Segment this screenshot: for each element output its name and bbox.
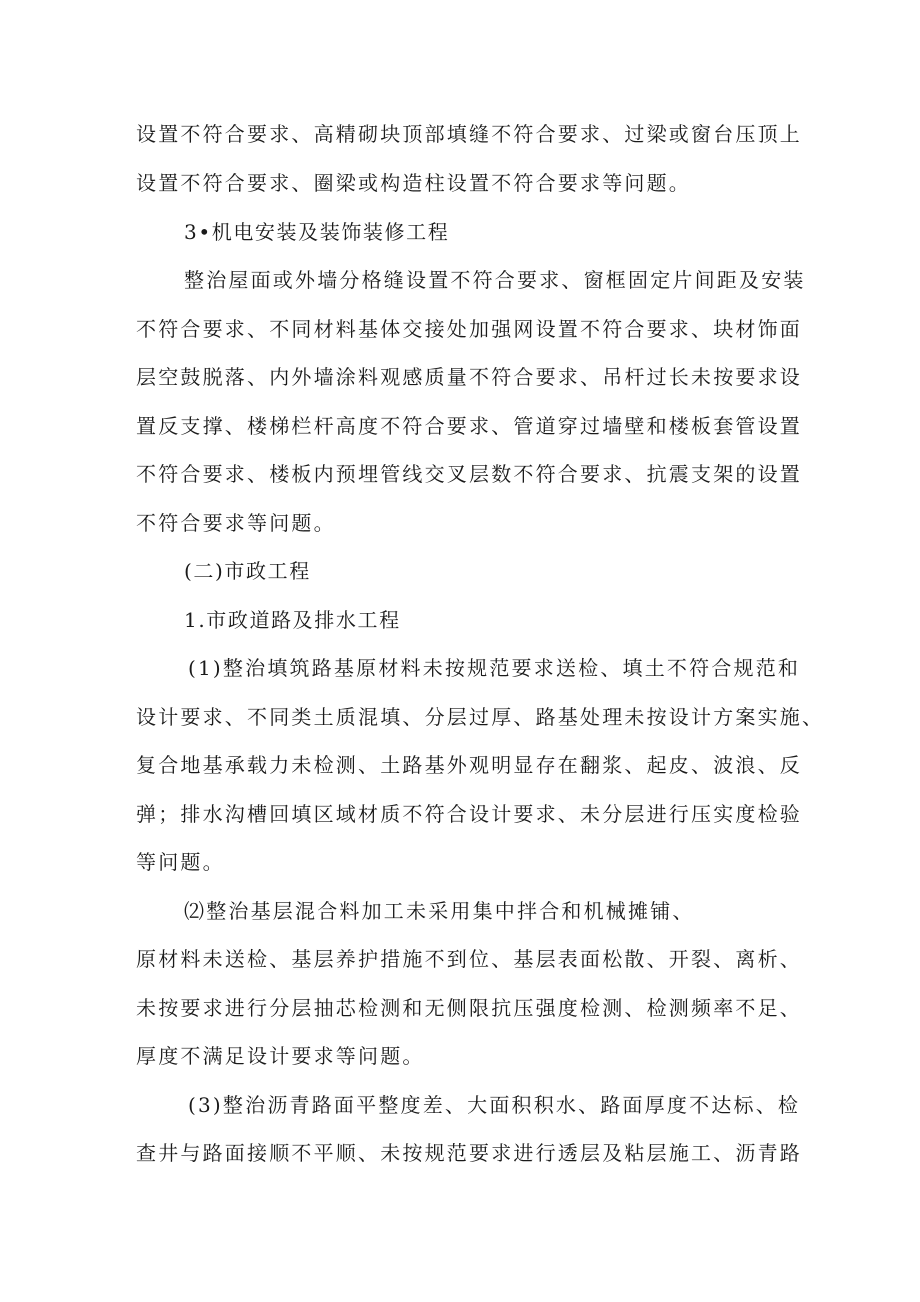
paragraph-line: 设计要求、不同类土质混填、分层过厚、路基处理未按设计方案实施、 — [136, 705, 825, 729]
paragraph-line: 查井与路面接顺不平顺、未按规范要求进行透层及粘层施工、沥青路 — [136, 1141, 802, 1165]
paragraph-line: 设置不符合要求、圈梁或构造柱设置不符合要求等问题。 — [136, 171, 691, 195]
paragraph-line: 设置不符合要求、高精砌块顶部填缝不符合要求、过梁或窗台压顶上 — [136, 122, 802, 146]
paragraph-line: 弹；排水沟槽回填区域材质不符合设计要求、未分层进行压实度检验 — [136, 802, 802, 826]
paragraph-line: 等问题。 — [136, 850, 225, 874]
section-heading: (二)市政工程 — [184, 559, 311, 583]
paragraph-line: 复合地基承载力未检测、土路基外观明显存在翻浆、起皮、波浪、反 — [136, 753, 802, 777]
paragraph-line: 层空鼓脱落、内外墙涂料观感质量不符合要求、吊杆过长未按要求设 — [136, 365, 802, 389]
section-heading: 3•机电安装及装饰装修工程 — [184, 220, 450, 244]
paragraph-line: 未按要求进行分层抽芯检测和无侧限抗压强度检测、检测频率不足、 — [136, 996, 802, 1020]
paragraph-line: 置反支撑、楼梯栏杆高度不符合要求、管道穿过墙壁和楼板套管设置 — [136, 414, 802, 438]
paragraph-line: (3)整治沥青路面平整度差、大面积积水、路面厚度不达标、检 — [188, 1093, 801, 1117]
subsection-heading: 1.市政道路及排水工程 — [184, 608, 401, 632]
paragraph-line: 原材料未送检、基层养护措施不到位、基层表面松散、开裂、离析、 — [136, 947, 802, 971]
paragraph-line: ⑵整治基层混合料加工未采用集中拌合和机械摊铺、 — [184, 899, 695, 923]
paragraph-line: 整治屋面或外墙分格缝设置不符合要求、窗框固定片间距及安装 — [184, 268, 806, 292]
paragraph-line: 不符合要求等问题。 — [136, 511, 336, 535]
paragraph-line: 不符合要求、不同材料基体交接处加强网设置不符合要求、块材饰面 — [136, 317, 802, 341]
paragraph-line: 不符合要求、楼板内预埋管线交叉层数不符合要求、抗震支架的设置 — [136, 462, 802, 486]
paragraph-line: 厚度不满足设计要求等问题。 — [136, 1044, 425, 1068]
paragraph-line: (1)整治填筑路基原材料未按规范要求送检、填土不符合规范和 — [188, 656, 801, 680]
